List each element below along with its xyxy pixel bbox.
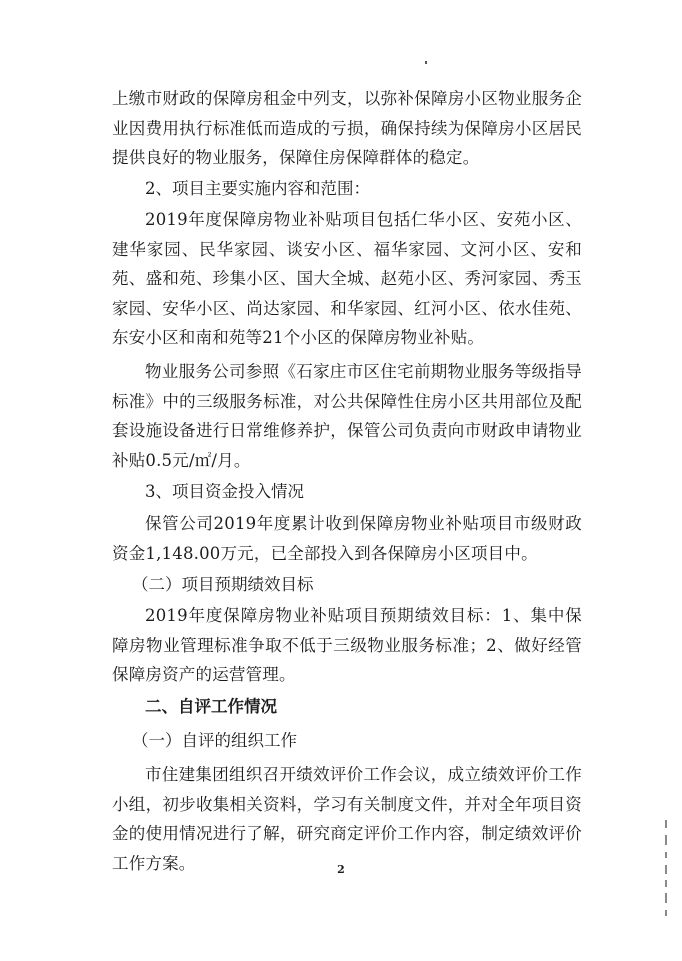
margin-mark bbox=[665, 835, 667, 845]
margin-mark bbox=[665, 852, 667, 858]
heading-expected-goals: （二）项目预期绩效目标 bbox=[132, 575, 314, 594]
heading-organization: （一）自评的组织工作 bbox=[132, 731, 297, 750]
margin-mark bbox=[665, 880, 667, 887]
heading-self-evaluation: 二、自评工作情况 bbox=[145, 697, 277, 716]
heading-item-2: 2、项目主要实施内容和范围： bbox=[145, 179, 370, 198]
paragraph-project-scope: 2019年度保障房物业补贴项目包括仁华小区、安苑小区、建华家园、民华家园、谈安小区、福华家园、文河小区、安和苑、盛和苑、珍集小区、国大全城、赵苑小区、秀河家园、秀玉家园、安华小区、尚达家园、和华家园、红河小区、依水佳苑、东安小区和南和苑等21个小区的保障房物业补贴。 bbox=[112, 210, 582, 347]
page-number: 2 bbox=[337, 863, 345, 876]
paragraph-funding: 保管公司2019年度累计收到保障房物业补贴项目市级财政资金1,148.00万元，已全部投入到各保障房小区项目中。 bbox=[112, 514, 582, 563]
margin-mark bbox=[665, 910, 667, 916]
margin-mark bbox=[665, 865, 667, 874]
margin-mark bbox=[665, 820, 667, 828]
paragraph-performance-goals: 2019年度保障房物业补贴项目预期绩效目标：1、集中保障房物业管理标准争取不低于三级物业服务标准；2、做好经管保障房资产的运营管理。 bbox=[112, 606, 582, 684]
paragraph-service-standard: 物业服务公司参照《石家庄市区住宅前期物业服务等级指导标准》中的三级服务标准，对公共保障性住房小区共用部位及配套设施设备进行日常维修养护，保管公司负责向市财政申请物业补贴0.5元/㎡/月。 bbox=[112, 362, 582, 470]
margin-mark bbox=[665, 893, 667, 903]
paragraph-subsidy-purpose: 上缴市财政的保障房租金中列支，以弥补保障房小区物业服务企业因费用执行标准低而造成的亏损，确保持续为保障房小区居民提供良好的物业服务，保障住房保障群体的稳定。 bbox=[112, 89, 582, 167]
scan-speck bbox=[425, 61, 427, 64]
heading-item-3: 3、项目资金投入情况 bbox=[145, 482, 304, 501]
paragraph-organization-work: 市住建集团组织召开绩效评价工作会议，成立绩效评价工作小组，初步收集相关资料，学习有关制度文件，并对全年项目资金的使用情况进行了解，研究商定评价工作内容，制定绩效评价工作方案。 bbox=[112, 765, 582, 873]
